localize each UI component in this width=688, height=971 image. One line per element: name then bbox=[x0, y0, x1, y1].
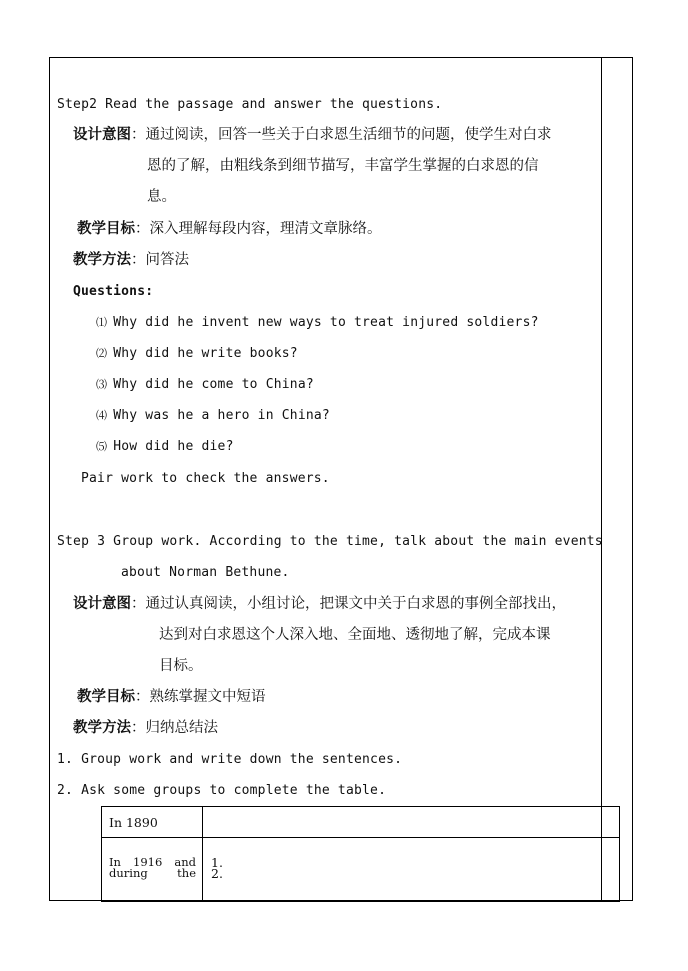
table-cell-answer bbox=[203, 807, 619, 815]
questions-label: Questions: bbox=[73, 284, 154, 299]
step2-goal-label: 教学目标 bbox=[77, 221, 135, 237]
step2-design-line3: 息。 bbox=[147, 189, 176, 205]
table-cell-answer-1: 1. bbox=[211, 855, 223, 870]
step2-method-text: 问答法 bbox=[145, 252, 189, 268]
table-cell bbox=[102, 838, 203, 902]
question-number: ⑵ bbox=[96, 347, 108, 360]
table-cell-answer-2: 2. bbox=[211, 866, 223, 881]
table-cell-year: In 1890 bbox=[109, 815, 158, 830]
table-cell[interactable] bbox=[203, 838, 620, 902]
table-cell-year-line1: In 1916 and bbox=[109, 855, 196, 869]
pair-work-text: Pair work to check the answers. bbox=[81, 471, 330, 486]
step2-method-row: 教学方法：问答法 bbox=[73, 252, 189, 268]
step2-design-line1: 通过阅读，回答一些关于白求恩生活细节的问题，使学生对白求 bbox=[145, 127, 552, 143]
question-text: How did he die? bbox=[113, 439, 234, 454]
step3-goal-row: 教学目标：熟练掌握文中短语 bbox=[77, 689, 266, 705]
step2-design-row: 设计意图：通过阅读，回答一些关于白求恩生活细节的问题，使学生对白求 bbox=[73, 127, 552, 143]
step3-method-row: 教学方法：归纳总结法 bbox=[73, 720, 218, 736]
step3-goal-label: 教学目标 bbox=[77, 689, 135, 705]
table-cell-year-line2: during the bbox=[109, 866, 196, 880]
step3-design-line3: 目标。 bbox=[159, 658, 203, 674]
table-cell bbox=[102, 807, 203, 838]
step3-heading-line2: about Norman Bethune. bbox=[121, 565, 290, 580]
question-item bbox=[96, 345, 298, 363]
step3-item-2: 2. Ask some groups to complete the table. bbox=[57, 783, 387, 798]
question-item bbox=[96, 438, 234, 456]
step2-goal-text: 深入理解每段内容，理清文章脉络。 bbox=[149, 221, 382, 237]
step2-goal-row: 教学目标：深入理解每段内容，理清文章脉络。 bbox=[77, 221, 382, 237]
step3-heading-line1: Step 3 Group work. According to the time, talk about the main events bbox=[57, 534, 603, 549]
step3-design-label: 设计意图 bbox=[73, 596, 131, 612]
question-number: ⑷ bbox=[96, 409, 108, 422]
step3-method-text: 归纳总结法 bbox=[145, 720, 218, 736]
step2-heading: Step2 Read the passage and answer the questions. bbox=[57, 97, 443, 112]
question-text: Why did he come to China? bbox=[113, 377, 314, 392]
question-text: Why did he write books? bbox=[113, 346, 298, 361]
step3-method-label: 教学方法 bbox=[73, 720, 131, 736]
step3-design-line2: 达到对白求恩这个人深入地、全面地、透彻地了解，完成本课 bbox=[159, 627, 551, 643]
step3-item-1: 1. Group work and write down the sentences. bbox=[57, 752, 403, 767]
table-row bbox=[102, 838, 620, 902]
step2-design-line2: 恩的了解，由粗线条到细节描写，丰富学生掌握的白求恩的信 bbox=[147, 158, 539, 174]
question-number: ⑶ bbox=[96, 378, 108, 391]
table-cell[interactable] bbox=[203, 807, 620, 838]
question-number: ⑴ bbox=[96, 316, 108, 329]
step2-design-label: 设计意图 bbox=[73, 127, 131, 143]
question-item bbox=[96, 376, 314, 394]
step2-method-label: 教学方法 bbox=[73, 252, 131, 268]
step3-goal-text: 熟练掌握文中短语 bbox=[149, 689, 266, 705]
events-table bbox=[101, 806, 620, 902]
step3-design-line1: 通过认真阅读，小组讨论，把课文中关于白求恩的事例全部找出， bbox=[145, 596, 566, 612]
question-number: ⑸ bbox=[96, 440, 108, 453]
step3-design-row: 设计意图：通过认真阅读，小组讨论，把课文中关于白求恩的事例全部找出， bbox=[73, 596, 566, 612]
question-item bbox=[96, 407, 330, 425]
question-text: Why did he invent new ways to treat injured soldiers? bbox=[113, 315, 539, 330]
question-item bbox=[96, 314, 539, 332]
table-row bbox=[102, 807, 620, 838]
question-text: Why was he a hero in China? bbox=[113, 408, 330, 423]
right-column-divider bbox=[601, 57, 602, 901]
